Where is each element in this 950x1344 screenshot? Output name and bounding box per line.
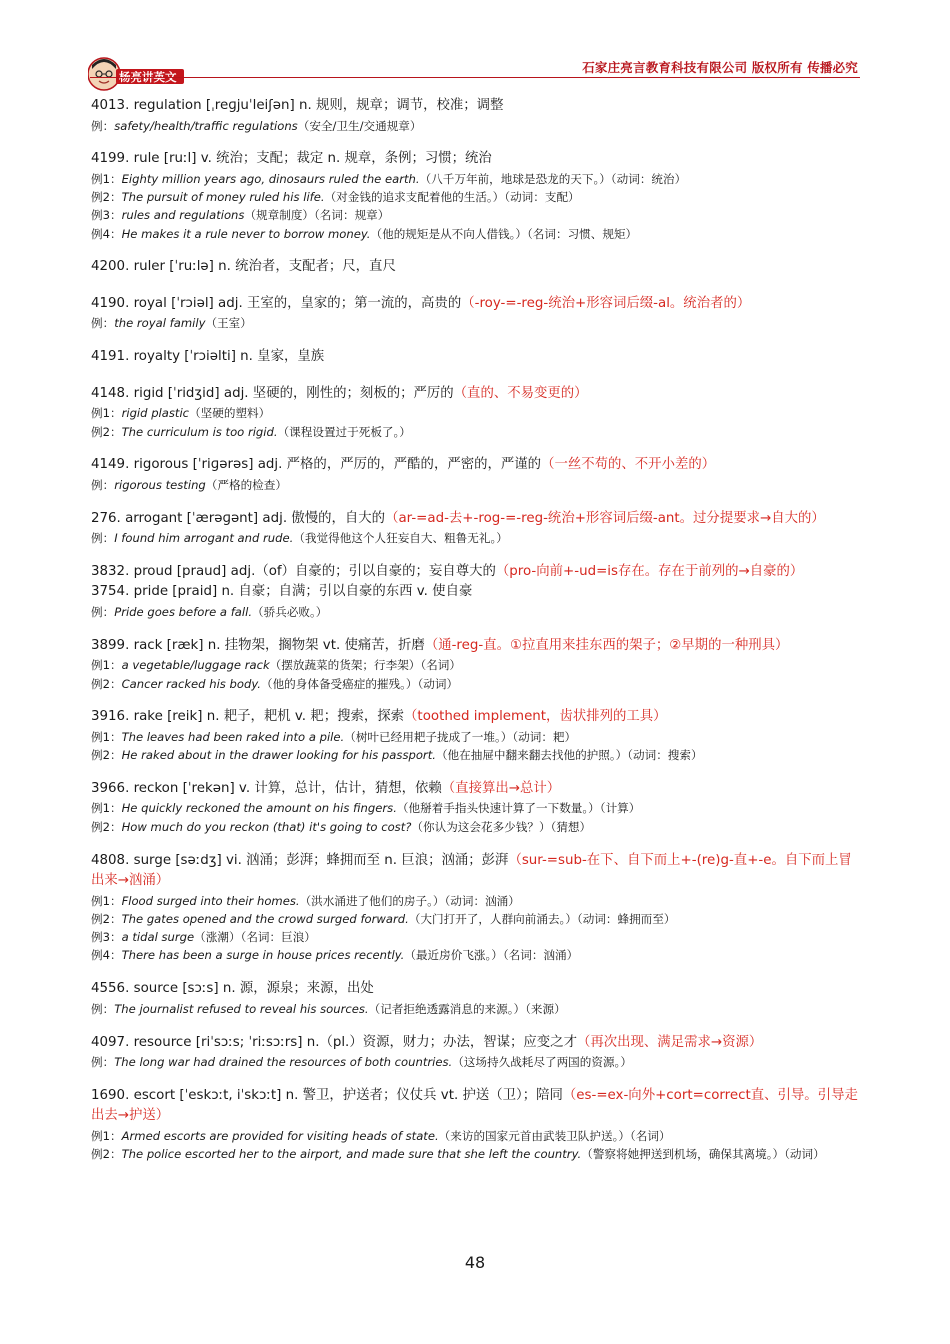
example-chinese: （我觉得他这个人狂妄自大、粗鲁无礼。）	[293, 531, 508, 546]
entry-definition: 4556. source [sɔːs] n. 源，源泉；来源，出处	[91, 981, 374, 997]
vocab-entry	[91, 509, 859, 548]
example-sentence	[91, 314, 859, 332]
vocab-entry	[91, 562, 859, 621]
entry-definition: 3832. proud [praud] adj.（of）自豪的；引以自豪的；妄自尊大的	[91, 563, 496, 579]
etymology-note: （toothed implement，齿状排列的工具）	[404, 709, 667, 725]
example-english: The curriculum is too rigid.	[121, 424, 278, 439]
example-sentence	[91, 117, 859, 135]
entry-headword	[91, 257, 859, 278]
entry-headword	[91, 979, 859, 1000]
svg-text:杨亮讲英文: 杨亮讲英文	[119, 70, 177, 84]
entry-definition: 4199. rule [ruːl] v. 统治；支配；裁定 n. 规章，条例；习惯；统治	[91, 151, 492, 167]
example-english: The leaves had been raked into a pile.	[121, 729, 345, 744]
example-english: There has been a surge in house prices recently.	[121, 948, 405, 963]
example-english: He raked about in the drawer looking for his passport.	[121, 748, 436, 763]
example-label: 例：	[91, 316, 115, 331]
example-english: rigorous testing	[114, 477, 206, 492]
vocab-entry	[91, 1086, 859, 1164]
page-number: 48	[464, 1253, 486, 1272]
vocab-entry	[91, 707, 859, 764]
vocab-entry	[91, 347, 859, 368]
etymology-note: （pro-向前+-ud=is存在。存在于前列的→自豪的）	[495, 563, 804, 579]
example-sentence	[91, 818, 859, 836]
example-chinese: （来访的国家元首由武装卫队护送。）（名词）	[438, 1128, 671, 1143]
example-label: 例：	[91, 477, 115, 492]
entry-headword-secondary: 3754. pride [praid] n. 自豪；自满；引以自豪的东西 v. 使自豪	[91, 584, 473, 600]
entry-definition: 3966. reckon [ˈrekən] v. 计算，总计，估计，猜想，依赖	[91, 780, 442, 796]
example-label: 例：	[91, 1001, 115, 1016]
example-sentence	[91, 656, 859, 674]
example-chinese: （对金钱的追求支配着他的生活。）（动词：支配）	[324, 190, 580, 205]
etymology-note: （sur-=sub-在下、自下而上+-(re)g-直+-e。自下而上冒出来→汹涌）	[91, 852, 852, 889]
example-label: 例2：	[91, 424, 122, 439]
example-english: The long war had drained the resources of both countries.	[114, 1055, 453, 1070]
example-label: 例1：	[91, 801, 122, 816]
entry-headword	[91, 636, 859, 657]
vocabulary-list	[91, 96, 859, 1178]
example-english: rigid plastic	[121, 406, 190, 421]
example-chinese: （他的身体备受癌症的摧残。）（动词）	[260, 676, 459, 691]
example-label: 例4：	[91, 226, 122, 241]
example-label: 例：	[91, 1055, 115, 1070]
entry-headword	[91, 294, 859, 315]
example-sentence	[91, 799, 859, 817]
entry-definition: 1690. escort [ˈeskɔːt, iˈskɔːt] n. 警卫，护送者；仪仗兵 vt. 护送（卫）；陪同	[91, 1087, 563, 1103]
example-chinese: （摆放蔬菜的货架；行李架）（名词）	[269, 658, 461, 673]
example-chinese: （他掰着手指头快速计算了一下数量。）（计算）	[396, 801, 641, 816]
etymology-note: （-roy-=-reg-统治+形容词后缀-al。统治者的）	[461, 295, 751, 311]
example-sentence	[91, 746, 859, 764]
vocab-entry	[91, 979, 859, 1018]
etymology-note: （直接算出→总计）	[441, 780, 561, 796]
example-label: 例1：	[91, 171, 122, 186]
example-english: safety/health/traffic regulations	[114, 118, 298, 133]
entry-definition: 4149. rigorous [ˈriɡərəs] adj. 严格的，严厉的，严酷的，严密的，严谨的	[91, 457, 542, 473]
entry-definition: 3916. rake [reik] n. 耙子，耙机 v. 耙；搜索，探索	[91, 709, 405, 725]
example-english: He quickly reckoned the amount on his fingers.	[121, 801, 397, 816]
example-chinese: （规章制度）（名词：规章）	[244, 208, 390, 223]
example-sentence	[91, 188, 859, 206]
entry-definition: 4200. ruler [ˈruːlə] n. 统治者，支配者；尺，直尺	[91, 259, 396, 275]
entry-headword	[91, 384, 859, 405]
example-sentence	[91, 946, 859, 964]
example-chinese: （洪水涌进了他们的房子。）（动词：汹涌）	[299, 893, 520, 908]
example-english: I found him arrogant and rude.	[114, 531, 294, 546]
example-chinese: （你认为这会花多少钱？）（猜想）	[411, 819, 592, 834]
entry-headword	[91, 1086, 859, 1127]
example-sentence	[91, 1053, 859, 1071]
example-english: He makes it a rule never to borrow money.	[121, 226, 371, 241]
example-chinese: （记者拒绝透露消息的来源。）（来源）	[368, 1001, 566, 1016]
entry-headword	[91, 562, 859, 583]
example-sentence	[91, 404, 859, 422]
entry-definition: 276. arrogant [ˈærəɡənt] adj. 傲慢的，自大的	[91, 510, 386, 526]
example-label: 例1：	[91, 658, 122, 673]
vocab-entry	[91, 455, 859, 494]
example-english: How much do you reckon (that) it's going to cost?	[121, 819, 412, 834]
example-chinese: （涨潮）（名词：巨浪）	[194, 930, 316, 945]
entry-headword	[91, 1033, 859, 1054]
etymology-note: （再次出现、满足需求→资源）	[576, 1034, 763, 1050]
vocab-entry	[91, 384, 859, 441]
example-label: 例2：	[91, 748, 122, 763]
example-chinese: （坚硬的塑料）	[189, 406, 271, 421]
example-label: 例3：	[91, 930, 122, 945]
example-label: 例1：	[91, 729, 122, 744]
example-sentence	[91, 170, 859, 188]
page-header	[0, 0, 950, 92]
entry-definition: 4190. royal [ˈrɔiəl] adj. 王室的，皇家的；第一流的，高贵的	[91, 295, 462, 311]
etymology-note: （直的、不易变更的）	[453, 385, 588, 401]
yangliang-logo	[88, 55, 208, 93]
example-english: a tidal surge	[121, 930, 195, 945]
entry-definition: 4097. resource [riˈsɔːs; ˈriːsɔːrs] n.（pl.）资源，财力；办法，智谋；应变之才	[91, 1034, 577, 1050]
example-sentence	[91, 225, 859, 243]
example-label: 例3：	[91, 208, 122, 223]
example-label: 例2：	[91, 1147, 122, 1162]
entry-definition: 4148. rigid [ˈridʒid] adj. 坚硬的，刚性的；刻板的；严厉的	[91, 385, 454, 401]
example-chinese: （骄兵必败。）	[252, 604, 328, 619]
example-label: 例1：	[91, 1128, 122, 1143]
header-divider	[90, 77, 860, 78]
example-sentence	[91, 928, 859, 946]
vocab-entry	[91, 636, 859, 693]
entry-definition: 3899. rack [ræk] n. 挂物架，搁物架 vt. 使痛苦，折磨	[91, 637, 425, 653]
copyright-notice: 石家庄亮言教育科技有限公司 版权所有 传播必究	[582, 60, 858, 75]
example-sentence	[91, 476, 859, 494]
example-english: rules and regulations	[121, 208, 245, 223]
example-label: 例：	[91, 118, 115, 133]
example-sentence	[91, 206, 859, 224]
vocab-entry	[91, 1033, 859, 1072]
example-english: Eighty million years ago, dinosaurs ruled the earth.	[121, 171, 420, 186]
example-chinese: （课程设置过于死板了。）	[277, 424, 411, 439]
example-sentence	[91, 892, 859, 910]
etymology-note: （一丝不苟的、不开小差的）	[541, 457, 716, 473]
example-sentence	[91, 728, 859, 746]
example-label: 例1：	[91, 893, 122, 908]
entry-headword	[91, 149, 859, 170]
example-chinese: （这场持久战耗尽了两国的资源。）	[452, 1055, 632, 1070]
example-english: The pursuit of money ruled his life.	[121, 190, 325, 205]
entry-definition: 4808. surge [səːdʒ] vi. 汹涌；彭湃；蜂拥而至 n. 巨浪；汹涌；彭湃	[91, 852, 509, 868]
example-sentence	[91, 529, 859, 547]
entry-headword	[91, 509, 859, 530]
example-sentence	[91, 603, 859, 621]
example-label: 例2：	[91, 819, 122, 834]
example-english: the royal family	[114, 316, 206, 331]
vocab-entry	[91, 851, 859, 965]
entry-headword	[91, 707, 859, 728]
example-english: The journalist refused to reveal his sources.	[114, 1001, 369, 1016]
example-label: 例2：	[91, 911, 122, 926]
etymology-note: （es-=ex-向外+cort=correct直、引导。引导走出去→护送）	[91, 1087, 858, 1124]
example-sentence	[91, 675, 859, 693]
example-chinese: （他在抽屉中翻来翻去找他的护照。）（动词：搜索）	[435, 748, 703, 763]
example-english: Flood surged into their homes.	[121, 893, 300, 908]
example-label: 例1：	[91, 406, 122, 421]
example-chinese: （安全/卫生/交通规章）	[297, 118, 422, 133]
entry-headword	[91, 347, 859, 368]
example-sentence	[91, 1127, 859, 1145]
vocab-entry	[91, 257, 859, 278]
entry-definition: 4013. regulation [ˌreɡjuˈleiʃən] n. 规则，规章；调节，校准；调整	[91, 98, 504, 113]
example-label: 例4：	[91, 948, 122, 963]
vocab-entry	[91, 149, 859, 243]
example-label: 例：	[91, 531, 115, 546]
vocab-entry	[91, 96, 859, 135]
entry-headword	[91, 455, 859, 476]
example-sentence	[91, 423, 859, 441]
example-label: 例：	[91, 604, 115, 619]
example-english: Pride goes before a fall.	[114, 604, 253, 619]
example-chinese: （警察将她押送到机场，确保其离境。）（动词）	[581, 1147, 825, 1162]
example-sentence	[91, 1000, 859, 1018]
example-chinese: （树叶已经用耙子拢成了一堆。）（动词：耙）	[344, 729, 577, 744]
example-sentence	[91, 1145, 859, 1163]
example-label: 例2：	[91, 190, 122, 205]
vocab-entry	[91, 294, 859, 333]
example-english: Cancer racked his body.	[121, 676, 261, 691]
example-chinese: （他的规矩是从不向人借钱。）（名词：习惯、规矩）	[370, 226, 638, 241]
etymology-note: （通-reg-直。①拉直用来挂东西的架子；②早期的一种刑具）	[424, 637, 789, 653]
entry-headword	[91, 779, 859, 800]
example-chinese: （大门打开了，人群向前涌去。）（动词：蜂拥而至）	[408, 911, 676, 926]
example-chinese: （最近房价飞涨。）（名词：汹涌）	[404, 948, 579, 963]
entry-headword	[91, 96, 859, 117]
example-chinese: （八千万年前，地球是恐龙的天下。）（动词：统治）	[419, 171, 687, 186]
example-chinese: （王室）	[205, 316, 252, 331]
example-english: The police escorted her to the airport, and made sure that she left the country.	[121, 1147, 582, 1162]
example-english: a vegetable/luggage rack	[121, 658, 270, 673]
entry-headword	[91, 851, 859, 892]
example-label: 例2：	[91, 676, 122, 691]
entry-definition: 4191. royalty [ˈrɔiəlti] n. 皇家，皇族	[91, 349, 325, 365]
vocab-entry	[91, 779, 859, 836]
example-sentence	[91, 910, 859, 928]
example-english: The gates opened and the crowd surged forward.	[121, 911, 409, 926]
example-chinese: （严格的检查）	[205, 477, 287, 492]
etymology-note: （ar-=ad-去+-rog-=-reg-统治+形容词后缀-ant。过分提要求→自大的）	[385, 510, 825, 526]
example-english: Armed escorts are provided for visiting heads of state.	[121, 1128, 439, 1143]
